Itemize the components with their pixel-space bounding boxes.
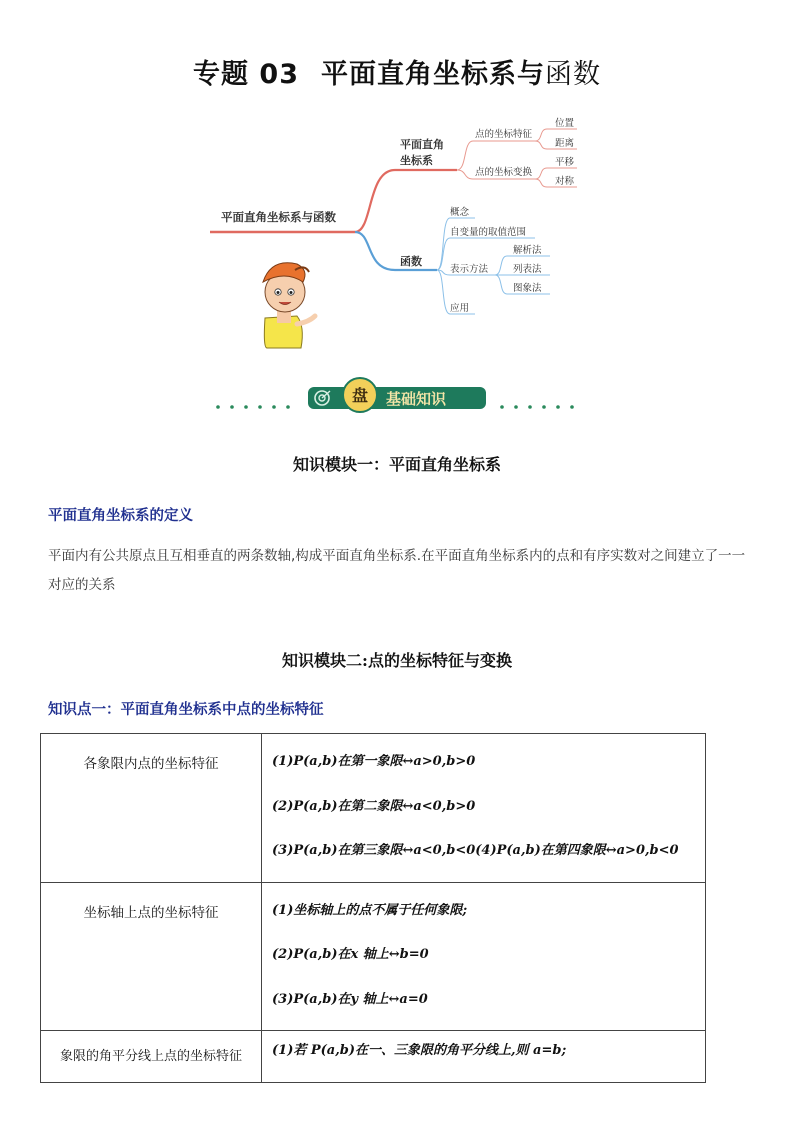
b1-sub2-label: 点的坐标变换	[475, 167, 533, 178]
table-value	[262, 734, 706, 883]
page-title	[0, 52, 794, 91]
mindmap-root: 平面直角坐标系与函数	[221, 210, 336, 224]
branch1-label-2: 坐标系	[400, 154, 433, 167]
title-prefix: 专题	[193, 59, 249, 90]
table-value	[262, 882, 706, 1031]
title-last: 函数	[544, 59, 601, 90]
b2-methods: 表示方法	[450, 264, 489, 275]
banner-badge-char: 盘	[351, 386, 369, 405]
section-banner	[210, 376, 585, 416]
b2-range: 自变量的取值范围	[450, 227, 527, 238]
b2-application: 应用	[450, 303, 470, 314]
table-key: 坐标轴上点的坐标特征	[41, 882, 262, 1031]
leaf-tabular: 列表法	[513, 264, 542, 275]
formula-line: (1)若 P(a,b)在一、三象限的角平分线上,则 a=b;	[272, 1043, 567, 1058]
leaf-symmetry: 对称	[555, 176, 575, 187]
section1-heading: 平面直角坐标系的定义	[48, 507, 193, 524]
leaf-translation: 平移	[555, 157, 575, 168]
b2-line-concept	[437, 218, 475, 270]
banner-label: 基础知识	[386, 390, 447, 408]
title-main: 平面直角坐标系与	[320, 59, 545, 90]
table-value	[262, 1031, 706, 1083]
b1-sub1-line	[457, 141, 535, 170]
leaf-graphical: 图象法	[513, 283, 542, 294]
module1-title: 知识模块一：平面直角坐标系	[292, 455, 501, 474]
table-key: 各象限内点的坐标特征	[41, 734, 262, 883]
table-row	[41, 882, 706, 1031]
formula-line: (3)P(a,b)在第三象限↔a<0,b<0(4)P(a,b)在第四象限↔a>0,b<0	[272, 843, 679, 858]
coordinate-features-table	[40, 733, 706, 1083]
table-key: 象限的角平分线上点的坐标特征	[41, 1031, 262, 1083]
table-row	[41, 734, 706, 883]
leaf-distance: 距离	[555, 138, 575, 149]
formula-line: (2)P(a,b)在第二象限↔a<0,b>0	[272, 798, 476, 814]
branch1-curve	[355, 170, 457, 232]
formula-line: (3)P(a,b)在y 轴上↔a=0	[272, 991, 428, 1007]
title-number: 03	[259, 59, 299, 90]
point1-heading: 知识点一：平面直角坐标系中点的坐标特征	[48, 701, 324, 718]
dots-right	[500, 405, 574, 409]
branch2-label: 函数	[400, 255, 422, 268]
mind-map	[205, 108, 595, 358]
formula-line: (1)坐标轴上的点不属于任何象限;	[272, 902, 468, 918]
module2-title: 知识模块二:点的坐标特征与变换	[282, 651, 512, 670]
formula-line: (1)P(a,b)在第一象限↔a>0,b>0	[272, 754, 476, 769]
dots-left	[216, 405, 290, 409]
section1-body: 平面内有公共原点且互相垂直的两条数轴,构成平面直角坐标系.在平面直角坐标系内的点和有序实数对之间建立了一一对应的关系	[48, 548, 746, 593]
branch1-label-1: 平面直角	[400, 138, 444, 151]
table-row	[41, 1031, 706, 1083]
cartoon-boy-illustration	[263, 263, 315, 348]
b2-concept: 概念	[450, 207, 470, 218]
formula-line: (2)P(a,b)在x 轴上↔b=0	[272, 947, 429, 962]
b1-sub1-label: 点的坐标特征	[475, 129, 533, 140]
leaf-position: 位置	[555, 118, 575, 129]
branch2-curve	[355, 232, 437, 270]
leaf-analytic: 解析法	[513, 245, 542, 256]
